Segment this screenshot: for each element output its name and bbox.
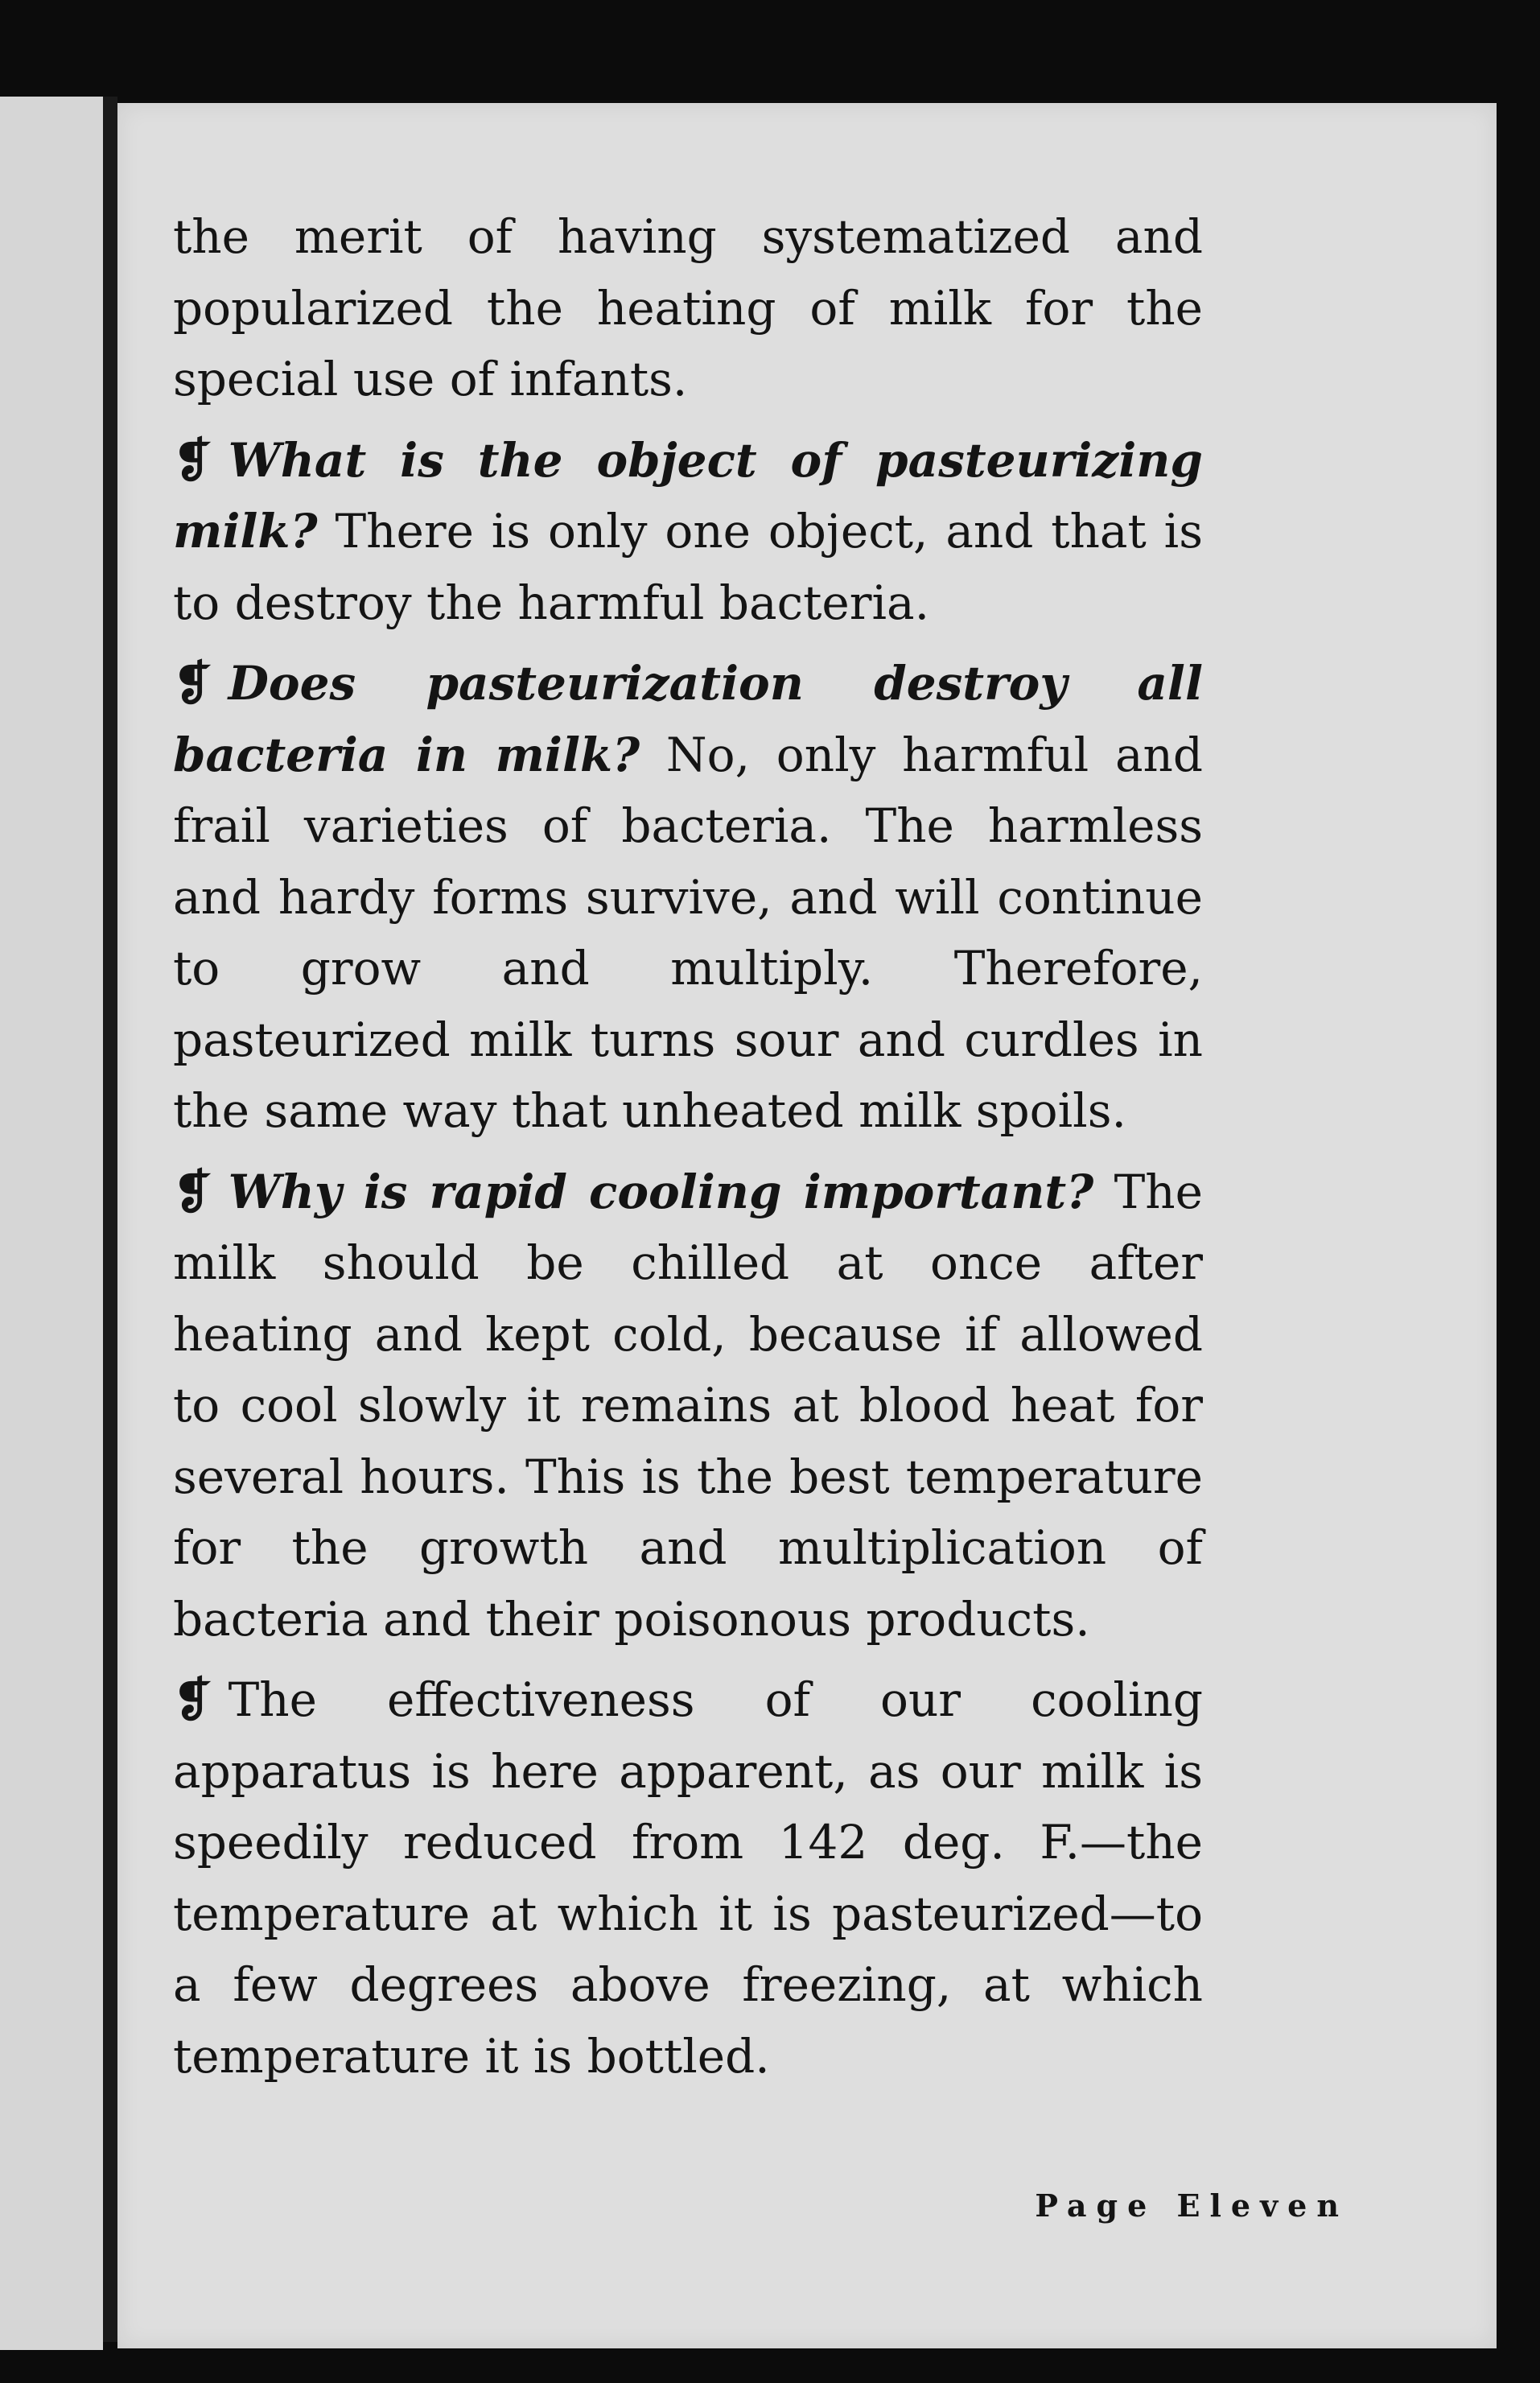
paragraph-text: The effectiveness of our cooling apparatus is here apparent, as our milk is speedily reduced from 142 deg. F.—the temperature at which it is pasteurized—to a few degrees above freezing, at which temperature it is bottled. (173, 1672, 1203, 2084)
paragraph-cooling-apparatus (173, 1664, 1203, 2092)
paragraph-continuation (173, 201, 1203, 415)
answer-text: There is only one object, and that is to destroy the harmful bacteria. (173, 504, 1203, 630)
paragraph-destroy-bacteria (173, 648, 1203, 1147)
paragraph-text: the merit of having systematized and popularized the heating of milk for the special use of infants. (173, 209, 1203, 406)
binding-spine (103, 97, 117, 2342)
question-text: What is the object of pasteurizing milk? (173, 432, 1203, 559)
pilcrow-icon: ❡ (173, 1672, 212, 1727)
answer-text: No, only harmful and frail varieties of bacteria. The harmless and hardy forms survive, and will continue to grow and multiply. Therefore, pasteurized milk turns sour and curdles in the same way that unheated milk spoils. (173, 727, 1204, 1138)
paragraph-pasteurizing-object (173, 425, 1203, 639)
paragraph-rapid-cooling (173, 1156, 1203, 1655)
pilcrow-icon: ❡ (173, 432, 212, 488)
pilcrow-icon: ❡ (173, 656, 212, 711)
facing-page-edge (0, 97, 103, 2350)
body-text (173, 201, 1203, 2101)
question-text: Does pasteurization destroy all bacteria in milk? (173, 656, 1203, 782)
answer-text: The milk should be chilled at once after heating and kept cold, because if allowed to cool slowly it remains at blood heat for several hours. This is the best temperature for the growth and multiplication of bacteria and their poisonous products. (173, 1164, 1203, 1647)
page-number-footer: Page Eleven (1035, 2187, 1349, 2224)
pilcrow-icon: ❡ (173, 1164, 212, 1219)
question-text: Why is rapid cooling important? (228, 1164, 1094, 1219)
